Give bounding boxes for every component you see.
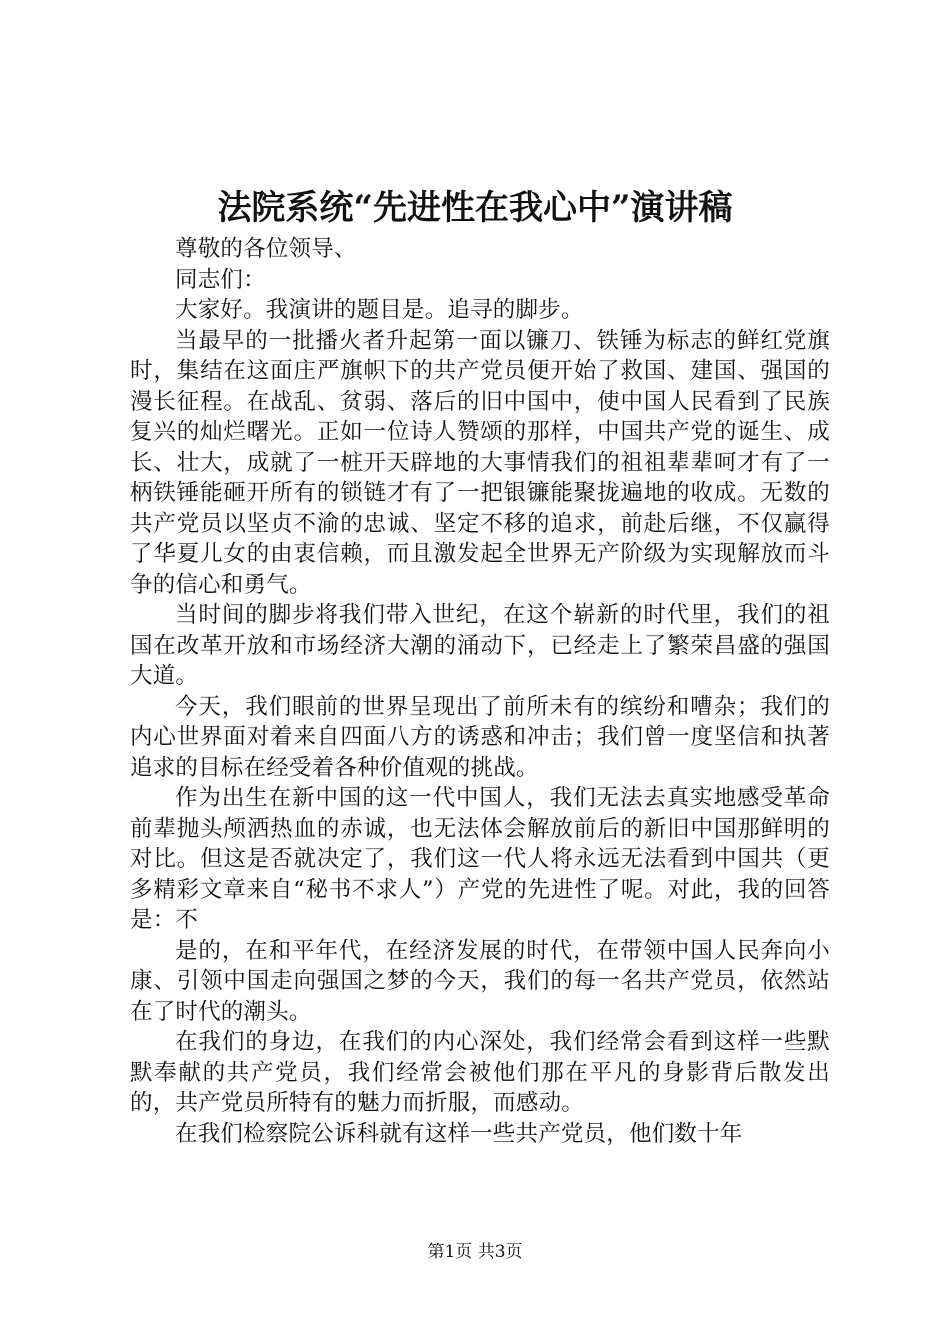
body-paragraph: 是的，在和平年代，在经济发展的时代，在带领中国人民奔向小康、引领中国走向强国之梦的今天，我们的每一名共产党员，依然站在了时代的潮头。 [130,937,830,1025]
body-paragraph: 当最早的一批播火者升起第一面以镰刀、铁锤为标志的鲜红党旗时，集结在这面庄严旗帜下的共产党员便开始了救国、建国、强国的漫长征程。在战乱、贫弱、落后的旧中国中，使中国人民看到了民族复兴的灿烂曙光。正如一位诗人赞颂的那样，中国共产党的诞生、成长、壮大，成就了一桩开天辟地的大事情我们的祖祖辈辈呵才有了一柄铁锤能砸开所有的锁链才有了一把银镰能聚拢遍地的收成。无数的共产党员以坚贞不渝的忠诚、坚定不移的追求，前赴后继，不仅赢得了华夏儿女的由衷信赖，而且激发起全世界无产阶级为实现解放而斗争的信心和勇气。 [130,327,830,598]
salutation-line-1: 尊敬的各位领导、 [175,236,357,262]
body-paragraph: 在我们的身边，在我们的内心深处，我们经常会看到这样一些默默奉献的共产党员，我们经常会被他们那在平凡的身影背后散发出的，共产党员所特有的魅力而折服，而感动。 [130,1029,830,1116]
document-body [130,234,830,1149]
body-paragraph: 今天，我们眼前的世界呈现出了前所未有的缤纷和嘈杂；我们的内心世界面对着来自四面八方的诱惑和冲击；我们曾一度坚信和执著追求的目标在经受着各种价值观的挑战。 [130,693,830,781]
body-paragraph: 当时间的脚步将我们带入世纪，在这个崭新的时代里，我们的祖国在改革开放和市场经济大潮的涌动下，已经走上了繁荣昌盛的强国大道。 [130,602,830,689]
greeting-paragraph: 大家好。我演讲的题目是。追寻的脚步。 [175,297,584,323]
body-paragraph: 作为出生在新中国的这一代中国人，我们无法去真实地感受革命前辈抛头颅洒热血的赤诚，也无法体会解放前后的新旧中国那鲜明的对比。但这是否就决定了，我们这一代人将永远无法看到中国共（更多精彩文章来自“秘书不求人”）产党的先进性了呢。对此，我的回答是：不 [130,785,830,933]
page-number-footer: 第1页 共3页 [427,1242,523,1262]
salutation-line-2: 同志们： [175,266,266,293]
body-paragraph: 在我们检察院公诉科就有这样一些共产党员，他们数十年 [175,1120,743,1147]
document-title: 法院系统“先进性在我心中”演讲稿 [217,188,733,228]
